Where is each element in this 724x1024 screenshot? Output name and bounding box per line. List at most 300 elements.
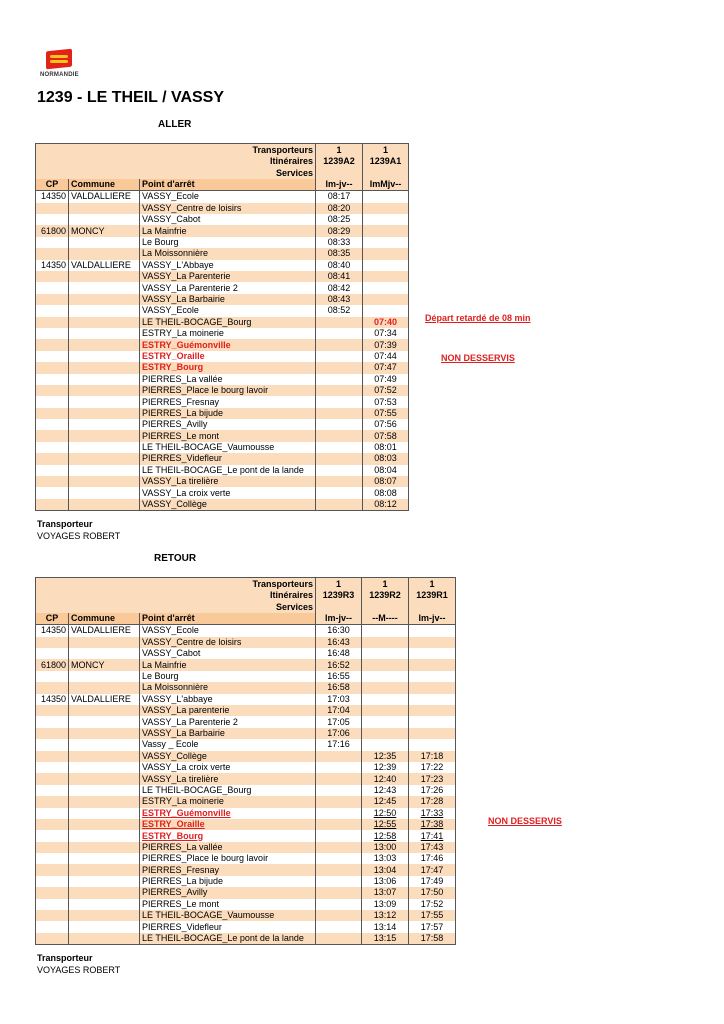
table-row bbox=[36, 305, 409, 316]
commune-cell bbox=[69, 921, 140, 932]
stop-cell: VASSY_Ecole bbox=[140, 305, 316, 316]
time-cell bbox=[316, 842, 362, 853]
header-label-services: Services bbox=[275, 601, 313, 612]
table-row bbox=[36, 705, 456, 716]
commune-cell bbox=[69, 328, 140, 339]
header-row bbox=[36, 578, 456, 613]
time-cell bbox=[363, 191, 409, 203]
cp-cell: 14350 bbox=[36, 191, 69, 203]
table-row bbox=[36, 819, 456, 830]
transporteur-name: VOYAGES ROBERT bbox=[37, 965, 121, 975]
table-row bbox=[36, 899, 456, 910]
time-cell: 08:08 bbox=[363, 487, 409, 498]
table-row bbox=[36, 487, 409, 498]
table-row bbox=[36, 625, 456, 637]
transporteur-number: 1 bbox=[382, 145, 388, 155]
cp-cell bbox=[36, 682, 69, 693]
commune-cell: VALDALLIERE bbox=[69, 191, 140, 203]
cp-cell bbox=[36, 876, 69, 887]
commune-cell bbox=[69, 808, 140, 819]
time-cell bbox=[316, 408, 363, 419]
time-cell: 07:40 bbox=[363, 317, 409, 328]
time-cell: 17:03 bbox=[316, 694, 362, 705]
time-cell: 17:50 bbox=[409, 887, 456, 898]
service-column-header bbox=[363, 144, 409, 179]
commune-cell bbox=[69, 785, 140, 796]
time-cell: 17:04 bbox=[316, 705, 362, 716]
time-cell: 13:14 bbox=[362, 921, 409, 932]
table-row bbox=[36, 808, 456, 819]
column-header-row bbox=[36, 179, 409, 191]
commune-cell bbox=[69, 819, 140, 830]
time-cell: 13:15 bbox=[362, 933, 409, 945]
stop-cell: VASSY_L'abbaye bbox=[140, 694, 316, 705]
table-row bbox=[36, 191, 409, 203]
time-cell bbox=[316, 328, 363, 339]
commune-cell bbox=[69, 499, 140, 511]
stop-cell: VASSY_Collège bbox=[140, 751, 316, 762]
stop-cell: PIERRES_Le mont bbox=[140, 899, 316, 910]
time-cell: 08:41 bbox=[316, 271, 363, 282]
table-row bbox=[36, 317, 409, 328]
cp-cell bbox=[36, 430, 69, 441]
cp-cell bbox=[36, 648, 69, 659]
time-cell bbox=[316, 374, 363, 385]
time-cell bbox=[363, 248, 409, 259]
time-cell bbox=[316, 796, 362, 807]
cp-cell bbox=[36, 671, 69, 682]
commune-cell: MONCY bbox=[69, 225, 140, 236]
commune-cell bbox=[69, 773, 140, 784]
stop-cell: LE THEIL-BOCAGE_Le pont de la lande bbox=[140, 465, 316, 476]
time-cell: 17:46 bbox=[409, 853, 456, 864]
time-cell: 12:35 bbox=[362, 751, 409, 762]
time-cell bbox=[409, 682, 456, 693]
time-cell bbox=[316, 864, 362, 875]
time-cell bbox=[409, 637, 456, 648]
cp-cell bbox=[36, 317, 69, 328]
time-cell: 07:47 bbox=[363, 362, 409, 373]
lions-icon bbox=[50, 55, 68, 58]
time-cell bbox=[409, 716, 456, 727]
stop-cell: PIERRES_Avilly bbox=[140, 419, 316, 430]
time-cell bbox=[316, 876, 362, 887]
time-cell bbox=[316, 351, 363, 362]
stop-cell: VASSY_Cabot bbox=[140, 214, 316, 225]
commune-cell bbox=[69, 305, 140, 316]
cp-cell bbox=[36, 214, 69, 225]
cp-cell bbox=[36, 773, 69, 784]
table-row bbox=[36, 762, 456, 773]
time-cell bbox=[362, 739, 409, 750]
commune-cell bbox=[69, 682, 140, 693]
stop-cell: VASSY_Cabot bbox=[140, 648, 316, 659]
table-row bbox=[36, 339, 409, 350]
time-cell bbox=[363, 305, 409, 316]
cp-cell bbox=[36, 374, 69, 385]
point-arret-header: Point d'arrêt bbox=[140, 179, 316, 191]
time-cell bbox=[316, 819, 362, 830]
time-cell bbox=[316, 853, 362, 864]
table-row bbox=[36, 694, 456, 705]
stop-cell: VASSY_L'Abbaye bbox=[140, 260, 316, 271]
time-cell: 17:41 bbox=[409, 830, 456, 841]
itineraire-code: 1239R1 bbox=[416, 590, 448, 601]
table-row bbox=[36, 887, 456, 898]
time-cell bbox=[409, 739, 456, 750]
time-cell: 13:09 bbox=[362, 899, 409, 910]
time-cell bbox=[363, 237, 409, 248]
header-label-itineraires: Itinéraires bbox=[269, 156, 313, 167]
table-row bbox=[36, 328, 409, 339]
service-days: lm-jv-- bbox=[409, 613, 456, 625]
stop-cell: PIERRES_La bijude bbox=[140, 876, 316, 887]
time-cell bbox=[316, 419, 363, 430]
time-cell bbox=[363, 203, 409, 214]
table-row bbox=[36, 351, 409, 362]
time-cell bbox=[316, 773, 362, 784]
time-cell bbox=[363, 282, 409, 293]
header-label-transporteurs: Transporteurs bbox=[252, 579, 313, 589]
table-row bbox=[36, 739, 456, 750]
stop-cell: VASSY_La tirelière bbox=[140, 476, 316, 487]
aller-delay-note: Départ retardé de 08 min bbox=[425, 313, 531, 323]
time-cell: 12:55 bbox=[362, 819, 409, 830]
table-row bbox=[36, 362, 409, 373]
stop-cell: VASSY_La Parenterie 2 bbox=[140, 716, 316, 727]
time-cell: 16:43 bbox=[316, 637, 362, 648]
time-cell bbox=[316, 476, 363, 487]
header-labels bbox=[36, 578, 316, 613]
table-row bbox=[36, 853, 456, 864]
commune-cell bbox=[69, 339, 140, 350]
time-cell bbox=[409, 694, 456, 705]
table-row bbox=[36, 499, 409, 511]
commune-cell bbox=[69, 419, 140, 430]
commune-cell bbox=[69, 294, 140, 305]
time-cell: 12:50 bbox=[362, 808, 409, 819]
commune-cell bbox=[69, 362, 140, 373]
time-cell: 16:58 bbox=[316, 682, 362, 693]
aller-timetable bbox=[35, 143, 409, 511]
commune-cell bbox=[69, 271, 140, 282]
time-cell: 08:17 bbox=[316, 191, 363, 203]
time-cell bbox=[362, 716, 409, 727]
time-cell: 17:33 bbox=[409, 808, 456, 819]
time-cell bbox=[409, 648, 456, 659]
table-row bbox=[36, 921, 456, 932]
transporteur-name: VOYAGES ROBERT bbox=[37, 531, 121, 541]
transporteur-number: 1 bbox=[336, 145, 342, 155]
cp-cell bbox=[36, 739, 69, 750]
cp-cell bbox=[36, 396, 69, 407]
time-cell: 16:48 bbox=[316, 648, 362, 659]
stop-cell: ESTRY_Bourg bbox=[140, 830, 316, 841]
time-cell: 16:52 bbox=[316, 659, 362, 670]
cp-cell bbox=[36, 453, 69, 464]
cp-cell bbox=[36, 282, 69, 293]
commune-cell bbox=[69, 430, 140, 441]
stop-cell: PIERRES_Place le bourg lavoir bbox=[140, 853, 316, 864]
aller-transporteur bbox=[37, 518, 120, 542]
table-row bbox=[36, 830, 456, 841]
table-row bbox=[36, 214, 409, 225]
stop-cell: VASSY_Ecole bbox=[140, 191, 316, 203]
table-row bbox=[36, 659, 456, 670]
commune-cell bbox=[69, 351, 140, 362]
stop-cell: ESTRY_Bourg bbox=[140, 362, 316, 373]
time-cell: 08:52 bbox=[316, 305, 363, 316]
header-label-transporteurs: Transporteurs bbox=[252, 145, 313, 155]
commune-cell bbox=[69, 648, 140, 659]
cp-cell bbox=[36, 305, 69, 316]
table-row bbox=[36, 237, 409, 248]
cp-header: CP bbox=[36, 179, 69, 191]
time-cell: 08:07 bbox=[363, 476, 409, 487]
cp-cell bbox=[36, 899, 69, 910]
table-row bbox=[36, 785, 456, 796]
cp-cell bbox=[36, 762, 69, 773]
time-cell: 07:52 bbox=[363, 385, 409, 396]
table-row bbox=[36, 248, 409, 259]
stop-cell: LE THEIL-BOCAGE_Vaumousse bbox=[140, 442, 316, 453]
time-cell: 17:22 bbox=[409, 762, 456, 773]
commune-cell bbox=[69, 282, 140, 293]
stop-cell: VASSY_Centre de loisirs bbox=[140, 637, 316, 648]
header-label-services: Services bbox=[275, 167, 313, 178]
time-cell: 08:29 bbox=[316, 225, 363, 236]
cp-cell bbox=[36, 637, 69, 648]
time-cell bbox=[362, 728, 409, 739]
cp-cell bbox=[36, 248, 69, 259]
commune-cell bbox=[69, 248, 140, 259]
cp-cell bbox=[36, 237, 69, 248]
stop-cell: La Mainfrie bbox=[140, 659, 316, 670]
time-cell bbox=[362, 659, 409, 670]
time-cell bbox=[363, 260, 409, 271]
cp-cell bbox=[36, 864, 69, 875]
time-cell: 07:56 bbox=[363, 419, 409, 430]
time-cell: 12:58 bbox=[362, 830, 409, 841]
time-cell: 08:40 bbox=[316, 260, 363, 271]
cp-cell: 61800 bbox=[36, 225, 69, 236]
commune-cell bbox=[69, 317, 140, 328]
time-cell: 12:40 bbox=[362, 773, 409, 784]
retour-heading: RETOUR bbox=[154, 553, 197, 564]
retour-non-desservis-note: NON DESSERVIS bbox=[488, 816, 562, 826]
commune-cell bbox=[69, 933, 140, 945]
cp-cell bbox=[36, 808, 69, 819]
stop-cell: ESTRY_La moinerie bbox=[140, 328, 316, 339]
time-cell bbox=[409, 728, 456, 739]
stop-cell: VASSY_La parenterie bbox=[140, 705, 316, 716]
table-row bbox=[36, 419, 409, 430]
retour-timetable bbox=[35, 577, 456, 945]
stop-cell: LE THEIL-BOCAGE_Vaumousse bbox=[140, 910, 316, 921]
region-normandie-logo bbox=[40, 50, 80, 82]
time-cell: 17:05 bbox=[316, 716, 362, 727]
stop-cell: La Mainfrie bbox=[140, 225, 316, 236]
transporteur-label: Transporteur bbox=[37, 953, 93, 963]
table-row bbox=[36, 637, 456, 648]
table-row bbox=[36, 751, 456, 762]
table-row bbox=[36, 203, 409, 214]
time-cell: 07:53 bbox=[363, 396, 409, 407]
time-cell bbox=[316, 453, 363, 464]
time-cell bbox=[362, 671, 409, 682]
commune-cell bbox=[69, 442, 140, 453]
table-row bbox=[36, 682, 456, 693]
stop-cell: VASSY_La Barbairie bbox=[140, 728, 316, 739]
stop-cell: PIERRES_La bijude bbox=[140, 408, 316, 419]
header-row bbox=[36, 144, 409, 179]
time-cell: 13:06 bbox=[362, 876, 409, 887]
stop-cell: VASSY_Collège bbox=[140, 499, 316, 511]
time-cell: 08:25 bbox=[316, 214, 363, 225]
stop-cell: PIERRES_Place le bourg lavoir bbox=[140, 385, 316, 396]
table-row bbox=[36, 294, 409, 305]
time-cell bbox=[362, 694, 409, 705]
stop-cell: PIERRES_La vallée bbox=[140, 842, 316, 853]
stop-cell: VASSY_La Parenterie 2 bbox=[140, 282, 316, 293]
service-column-header bbox=[362, 578, 409, 613]
service-column-header bbox=[316, 578, 362, 613]
cp-cell bbox=[36, 751, 69, 762]
time-cell bbox=[316, 430, 363, 441]
table-row bbox=[36, 453, 409, 464]
cp-cell bbox=[36, 362, 69, 373]
commune-cell bbox=[69, 396, 140, 407]
time-cell bbox=[409, 625, 456, 637]
cp-cell bbox=[36, 203, 69, 214]
time-cell bbox=[362, 705, 409, 716]
commune-cell bbox=[69, 830, 140, 841]
commune-header: Commune bbox=[69, 179, 140, 191]
table-row bbox=[36, 864, 456, 875]
header-label-itineraires: Itinéraires bbox=[269, 590, 313, 601]
time-cell: 08:01 bbox=[363, 442, 409, 453]
time-cell: 13:00 bbox=[362, 842, 409, 853]
stop-cell: LE THEIL-BOCAGE_Le pont de la lande bbox=[140, 933, 316, 945]
stop-cell: VASSY_La Parenterie bbox=[140, 271, 316, 282]
commune-cell bbox=[69, 876, 140, 887]
table-row bbox=[36, 396, 409, 407]
commune-cell bbox=[69, 762, 140, 773]
commune-cell bbox=[69, 487, 140, 498]
time-cell: 08:12 bbox=[363, 499, 409, 511]
cp-cell bbox=[36, 339, 69, 350]
table-row bbox=[36, 374, 409, 385]
commune-cell bbox=[69, 842, 140, 853]
aller-non-desservis-note: NON DESSERVIS bbox=[441, 353, 515, 363]
stop-cell: Vassy _ Ecole bbox=[140, 739, 316, 750]
service-column-header bbox=[409, 578, 456, 613]
stop-cell: ESTRY_Guémonville bbox=[140, 808, 316, 819]
cp-cell: 14350 bbox=[36, 260, 69, 271]
commune-cell bbox=[69, 864, 140, 875]
time-cell: 17:58 bbox=[409, 933, 456, 945]
time-cell bbox=[316, 487, 363, 498]
time-cell bbox=[316, 808, 362, 819]
stop-cell: VASSY_Centre de loisirs bbox=[140, 203, 316, 214]
commune-cell bbox=[69, 751, 140, 762]
time-cell bbox=[316, 751, 362, 762]
stop-cell: La Moissonnière bbox=[140, 682, 316, 693]
time-cell: 17:49 bbox=[409, 876, 456, 887]
stop-cell: La Moissonnière bbox=[140, 248, 316, 259]
time-cell: 16:30 bbox=[316, 625, 362, 637]
stop-cell: VASSY_La croix verte bbox=[140, 762, 316, 773]
stop-cell: ESTRY_Guémonville bbox=[140, 339, 316, 350]
time-cell bbox=[316, 762, 362, 773]
time-cell: 17:06 bbox=[316, 728, 362, 739]
time-cell bbox=[316, 317, 363, 328]
time-cell: 17:28 bbox=[409, 796, 456, 807]
time-cell: 13:03 bbox=[362, 853, 409, 864]
time-cell bbox=[316, 396, 363, 407]
time-cell: 08:04 bbox=[363, 465, 409, 476]
cp-cell bbox=[36, 716, 69, 727]
time-cell: 17:16 bbox=[316, 739, 362, 750]
stop-cell: PIERRES_La vallée bbox=[140, 374, 316, 385]
time-cell bbox=[316, 830, 362, 841]
table-row bbox=[36, 282, 409, 293]
service-days: --M---- bbox=[362, 613, 409, 625]
cp-cell bbox=[36, 853, 69, 864]
logo-text: NORMANDIE bbox=[40, 72, 79, 78]
cp-cell bbox=[36, 385, 69, 396]
table-row bbox=[36, 408, 409, 419]
commune-cell: MONCY bbox=[69, 659, 140, 670]
commune-cell bbox=[69, 671, 140, 682]
time-cell: 17:52 bbox=[409, 899, 456, 910]
cp-cell bbox=[36, 476, 69, 487]
time-cell: 07:39 bbox=[363, 339, 409, 350]
stop-cell: ESTRY_Oraille bbox=[140, 819, 316, 830]
table-row bbox=[36, 385, 409, 396]
service-days: lmMjv-- bbox=[363, 179, 409, 191]
cp-cell bbox=[36, 705, 69, 716]
cp-cell bbox=[36, 294, 69, 305]
time-cell: 07:55 bbox=[363, 408, 409, 419]
commune-cell bbox=[69, 408, 140, 419]
cp-cell bbox=[36, 785, 69, 796]
commune-cell bbox=[69, 637, 140, 648]
time-cell: 08:03 bbox=[363, 453, 409, 464]
cp-header: CP bbox=[36, 613, 69, 625]
table-row bbox=[36, 728, 456, 739]
time-cell bbox=[316, 910, 362, 921]
commune-cell bbox=[69, 385, 140, 396]
stop-cell: ESTRY_Oraille bbox=[140, 351, 316, 362]
cp-cell bbox=[36, 921, 69, 932]
time-cell: 17:43 bbox=[409, 842, 456, 853]
commune-cell bbox=[69, 853, 140, 864]
transporteur-number: 1 bbox=[382, 579, 388, 589]
time-cell: 08:43 bbox=[316, 294, 363, 305]
page-title: 1239 - LE THEIL / VASSY bbox=[37, 89, 225, 106]
cp-cell bbox=[36, 408, 69, 419]
cp-cell bbox=[36, 933, 69, 945]
time-cell bbox=[363, 225, 409, 236]
table-row bbox=[36, 842, 456, 853]
service-days: lm-jv-- bbox=[316, 613, 362, 625]
time-cell bbox=[316, 499, 363, 511]
cp-cell: 14350 bbox=[36, 625, 69, 637]
stop-cell: VASSY_La Barbairie bbox=[140, 294, 316, 305]
time-cell bbox=[362, 637, 409, 648]
table-row bbox=[36, 716, 456, 727]
